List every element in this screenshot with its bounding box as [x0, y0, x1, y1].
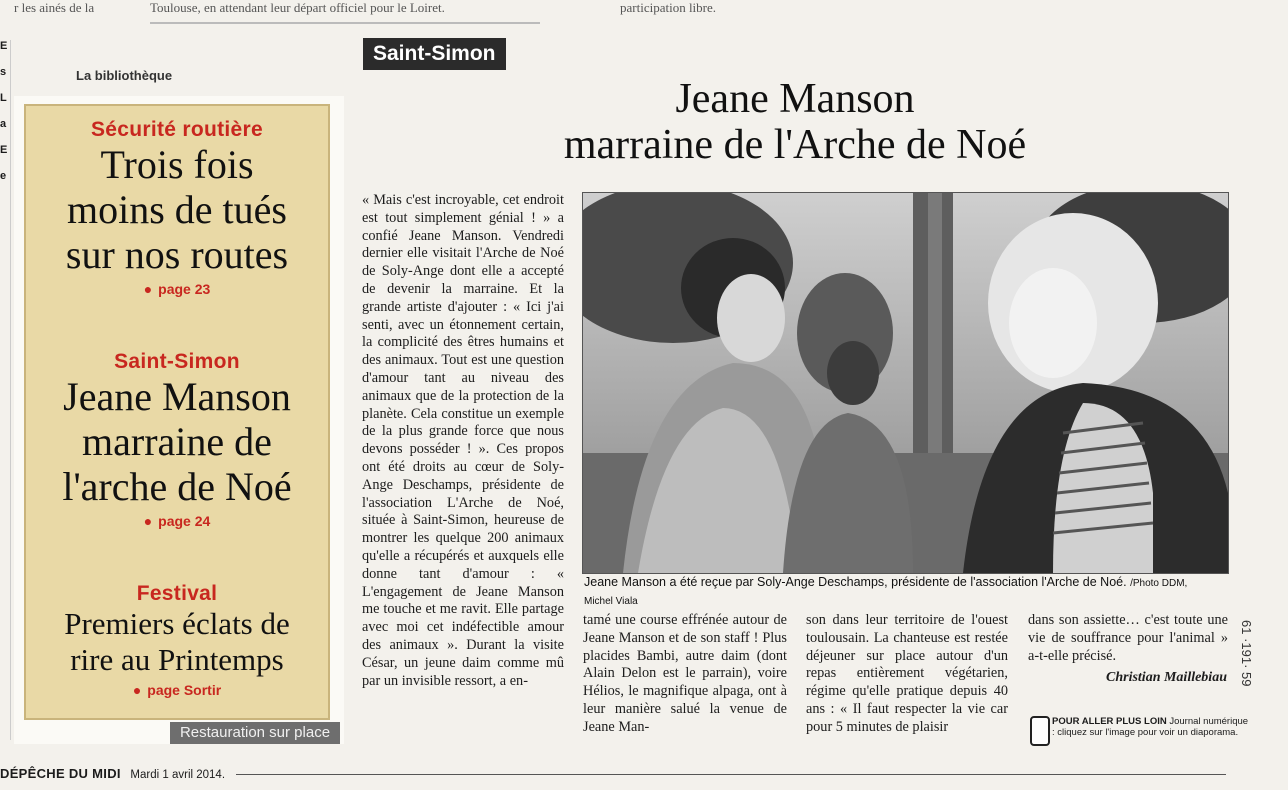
bullet-icon: ● [132, 682, 142, 698]
article-column-3 [806, 612, 1008, 744]
teaser-item-festival[interactable] [26, 582, 328, 698]
restauration-strip: Restauration sur place [170, 722, 340, 744]
teaser-headline-line: marraine de [82, 419, 272, 464]
page-footer [0, 766, 225, 781]
photo-illustration [583, 193, 1228, 573]
newspaper-name: DÉPÊCHE DU MIDI [0, 766, 121, 781]
article-photo[interactable] [582, 192, 1229, 574]
article-column-1 [362, 192, 564, 744]
photo-credit: /Photo DDM, [1130, 578, 1188, 589]
caption-text: Jeane Manson a été reçue par Soly-Ange Deschamps, présidente de l'association l'Arche de Noé. [584, 575, 1127, 589]
teaser-page-ref: ● page 23 [143, 281, 211, 297]
article-column-4 [1028, 612, 1228, 672]
teaser-box [24, 104, 330, 720]
biblio-fragment: La bibliothèque [76, 68, 173, 83]
more-info-box[interactable] [1052, 716, 1252, 738]
teaser-kicker: Festival [136, 582, 218, 605]
teaser-kicker: Sécurité routière [91, 118, 263, 141]
article-headline [490, 76, 1100, 168]
bullet-icon: ● [143, 281, 153, 297]
more-text: Journal numérique : cliquez sur l'image pour voir un diaporama. [1052, 716, 1249, 738]
top-fragment-left: r les ainés de la [14, 0, 95, 15]
teaser-headline-line: rire au Printemps [70, 642, 284, 677]
footer-rule [236, 774, 1226, 775]
author-signature: Christian Maillebiau [1106, 670, 1227, 685]
teaser-headline-line: sur nos routes [65, 232, 289, 277]
headline-line-1: Jeane Manson [675, 76, 915, 122]
edge-fragment: E s L a E e [0, 40, 11, 740]
top-fragment-mid: Toulouse, en attendant leur départ officiel pour le Loiret. [150, 0, 540, 24]
teaser-headline-line: Trois fois [100, 142, 254, 187]
teaser-item-road-safety[interactable] [26, 118, 328, 297]
more-label: POUR ALLER PLUS LOIN [1052, 716, 1167, 727]
photo-caption [584, 574, 1229, 610]
article-text: tamé une course effrénée autour de Jeane Manson et de son staff ! Plus placides Bambi, autre daim (dont Alain Delon est le parrain), voire Hélios, le magnifique alpaga, ont à leur manière salué la venue de Jeane Man- [583, 612, 787, 735]
top-fragment-right: participation libre. [620, 0, 717, 15]
teaser-page-ref: ● page 24 [143, 513, 211, 529]
issue-date: Mardi 1 avril 2014. [130, 769, 226, 781]
teaser-item-saint-simon[interactable] [26, 350, 328, 529]
article-column-2 [583, 612, 787, 744]
headline-line-2: marraine de l'Arche de Noé [563, 122, 1027, 168]
teaser-headline-line: Jeane Manson [63, 374, 291, 419]
teaser-headline-line: l'arche de Noé [62, 464, 292, 509]
side-stamp: 61 ·191· 59 [1239, 620, 1254, 687]
teaser-page-ref: ● page Sortir [132, 682, 222, 698]
teaser-headline-line: moins de tués [67, 187, 287, 232]
photo-credit-name: Michel Viala [584, 596, 638, 607]
bullet-icon: ● [143, 513, 153, 529]
article-text: dans son assiette… c'est toute une vie de souffrance pour l'animal » a-t-elle précisé. [1028, 612, 1228, 664]
phone-icon [1030, 716, 1050, 746]
article-text: « Mais c'est incroyable, cet endroit est tout simplement génial ! » a confié Jeane Manson. Vendredi dernier elle visitait l'Arche de Noé de Soly-Ange dont elle a accepté de devenir la marraine. Et la grande artiste d'ajouter : « Ici j'ai senti, avec un étonnement certain, la complicité des êtres humains et des animaux. Tout est une question d'amour tant au niveau des animaux que de la protection de la planète. Cela constitue un exemple de la plus grande force que nous devons posséder ! ». Ces propos ont été droits au cœur de Soly-Ange Deschamps, présidente de l'association L'Arche de Noé, située à Saint-Simon, heureuse de montrer les quelque 200 animaux qu'elle a récupérés et auxquels elle donne tant d'amour : « L'engagement de Jeane Manson me touche et me ravit. Elle partage avec moi cet indéfectible amour des animaux ». Durant la visite César, un jeune daim comme mû par un invisible ressort, a en- [362, 192, 564, 689]
teaser-kicker: Saint-Simon [114, 350, 240, 373]
teaser-headline-line: Premiers éclats de [64, 606, 290, 641]
article-text: son dans leur territoire de l'ouest toulousain. La chanteuse est restée déjeuner sur place autour d'un repas entièrement végétarien, régime qu'elle pratique depuis 40 ans : « Il faut respecter la vie car pour 5 minutes de plaisir [806, 612, 1008, 735]
rubrique-label: Saint-Simon [363, 38, 506, 70]
